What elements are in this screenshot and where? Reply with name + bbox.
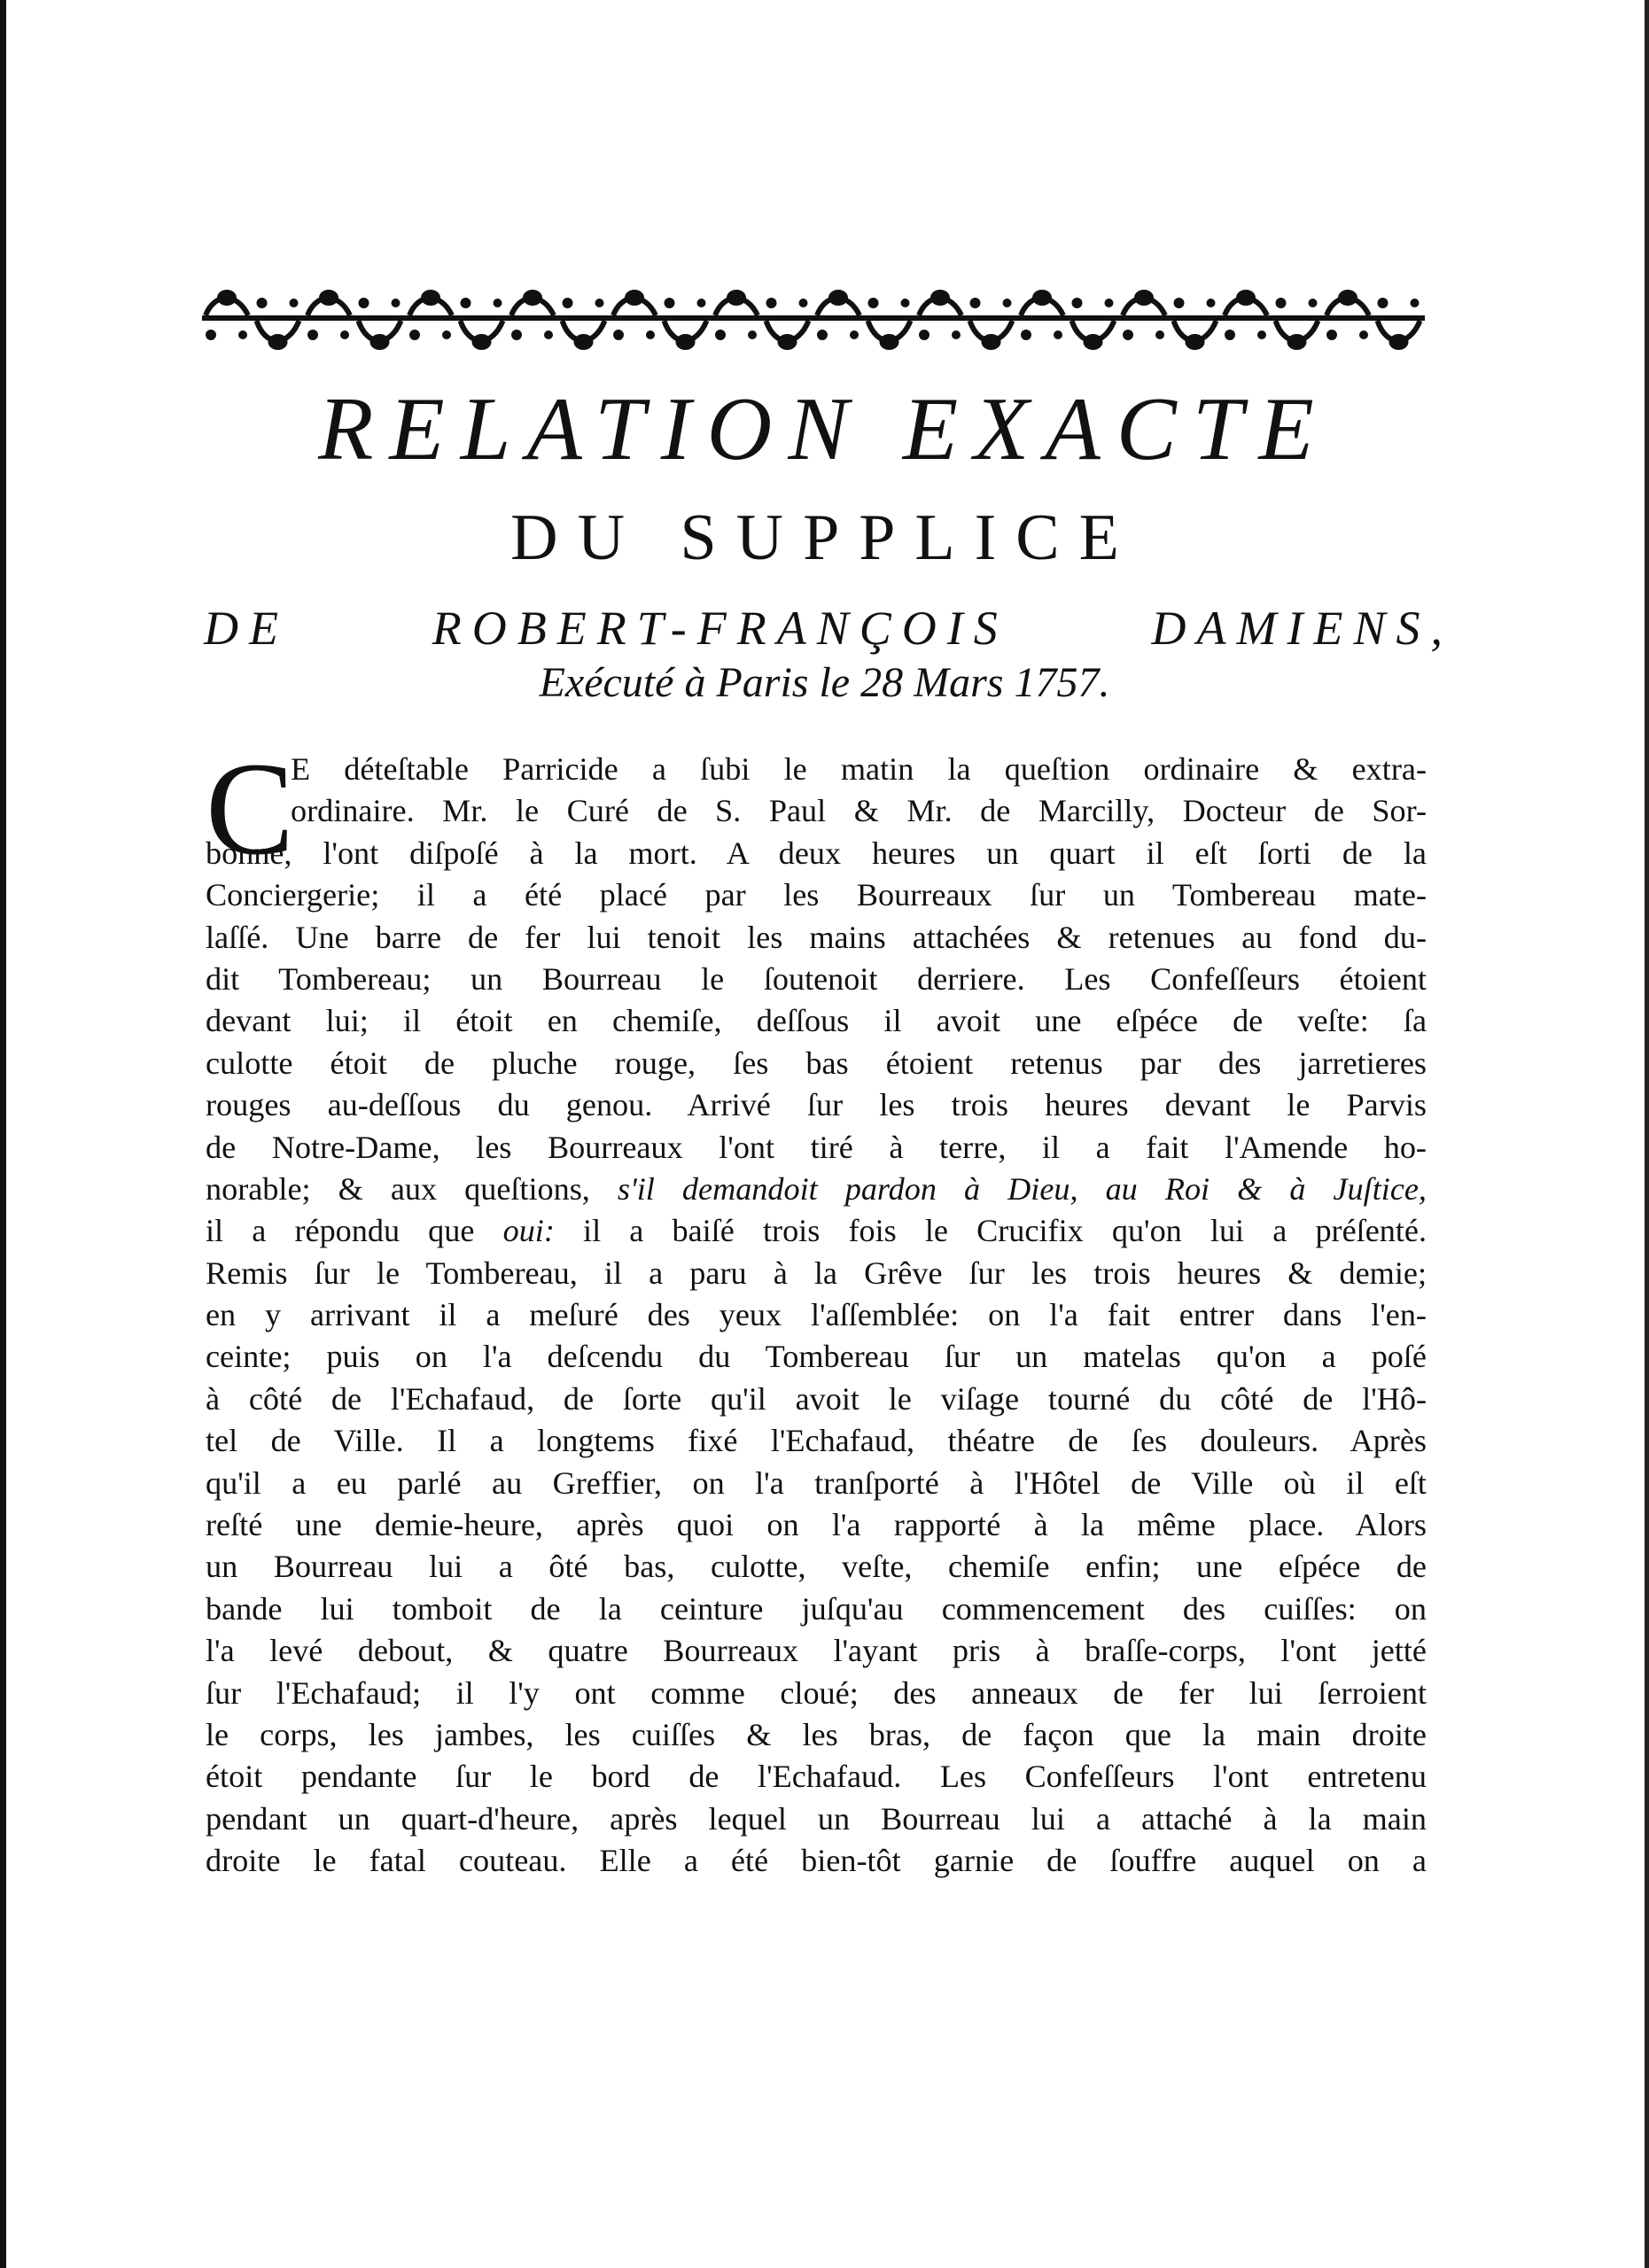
- text-line: reſté une demie-heure, après quoi on l'a rapporté à la même place. Alors: [206, 1507, 1427, 1543]
- text-line-mixed: [206, 1210, 1427, 1252]
- text-line: l'a levé debout, & quatre Bourreaux l'ayant pris à braſſe-corps, l'ont jetté: [206, 1633, 1427, 1669]
- page-border-right: [1645, 0, 1649, 2268]
- text-line: bonne, l'ont diſpoſé à la mort. A deux heures un quart il eſt ſorti de la: [206, 835, 1427, 871]
- text-line: E déteſtable Parricide a ſubi le matin la queſtion ordinaire & extra-: [291, 751, 1427, 787]
- text-line: Remis ſur le Tombereau, il a paru à la Grêve ſur les trois heures & demie;: [206, 1254, 1427, 1291]
- title-date-line: Exécuté à Paris le 28 Mars 1757.: [539, 659, 1110, 706]
- body-text: [206, 749, 1427, 1883]
- text-line: Conciergerie; il a été placé par les Bourreaux ſur un Tombereau mate-: [206, 877, 1427, 913]
- title-name-line: DE ROBERT-FRANÇOIS DAMIENS,: [204, 602, 1453, 655]
- text-line: ceinte; puis on l'a deſcendu du Tombereau ſur un matelas qu'on a poſé: [206, 1339, 1427, 1375]
- text-line: pendant un quart-d'heure, après lequel un Bourreau lui a attaché à la main: [206, 1800, 1427, 1837]
- text-line: devant lui; il étoit en chemiſe, deſſous il avoit une eſpéce de veſte: ſa: [206, 1003, 1427, 1039]
- text-line: le corps, les jambes, les cuiſſes & les bras, de façon que la main droite: [206, 1716, 1427, 1752]
- text-line: qu'il a eu parlé au Greffier, on l'a tranſporté à l'Hôtel de Ville où il eſt: [206, 1464, 1427, 1501]
- text-line: rouges au-deſſous du genou. Arrivé ſur les trois heures devant le Parvis: [206, 1087, 1427, 1123]
- title-main: RELATION EXACTE: [318, 379, 1330, 479]
- text-line: à côté de l'Echafaud, de ſorte qu'il avoit le viſage tourné du côté de l'Hô-: [206, 1380, 1427, 1417]
- italic-answer: oui:: [502, 1213, 555, 1249]
- page-border-left: [0, 0, 6, 2268]
- text-segment: norable; & aux queſtions,: [206, 1170, 590, 1207]
- text-segment: il a répondu que: [206, 1213, 475, 1249]
- text-line: étoit pendante ſur le bord de l'Echafaud. Les Confeſſeurs l'ont entretenu: [206, 1759, 1427, 1795]
- title-subtitle: DU SUPPLICE: [510, 501, 1139, 574]
- text-line-mixed: [206, 1169, 1427, 1210]
- decorative-vine-border: [202, 285, 1425, 354]
- drop-cap: C: [206, 735, 295, 882]
- text-line: laſſé. Une barre de fer lui tenoit les mains attachées & retenues au fond du-: [206, 919, 1427, 955]
- text-line: ordinaire. Mr. le Curé de S. Paul & Mr. de Marcilly, Docteur de Sor-: [291, 793, 1427, 829]
- text-line: ſur l'Echafaud; il l'y ont comme cloué; des anneaux de fer lui ſerroient: [206, 1674, 1427, 1711]
- text-line: dit Tombereau; un Bourreau le ſoutenoit derriere. Les Confeſſeurs étoient: [206, 960, 1427, 997]
- text-line: un Bourreau lui a ôté bas, culotte, veſte, chemiſe enfin; une eſpéce de: [206, 1549, 1427, 1585]
- text-line: bande lui tomboit de la ceinture juſqu'au commencement des cuiſſes: on: [206, 1590, 1427, 1627]
- text-line: de Notre-Dame, les Bourreaux l'ont tiré à terre, il a fait l'Amende ho-: [206, 1129, 1427, 1165]
- text-line: droite le fatal couteau. Elle a été bien-tôt garnie de ſouffre auquel on a: [206, 1843, 1427, 1879]
- text-line: tel de Ville. Il a longtems fixé l'Echafaud, théatre de ſes douleurs. Après: [206, 1423, 1427, 1459]
- text-segment: il a baiſé trois fois le Crucifix qu'on lui a préſenté.: [583, 1213, 1427, 1249]
- text-line: culotte étoit de pluche rouge, ſes bas étoient retenus par des jarretieres: [206, 1045, 1427, 1081]
- italic-quote: s'il demandoit pardon à Dieu, au Roi & à Juſtice,: [617, 1170, 1427, 1207]
- text-line: en y arrivant il a meſuré des yeux l'aſſemblée: on l'a fait entrer dans l'en-: [206, 1297, 1427, 1333]
